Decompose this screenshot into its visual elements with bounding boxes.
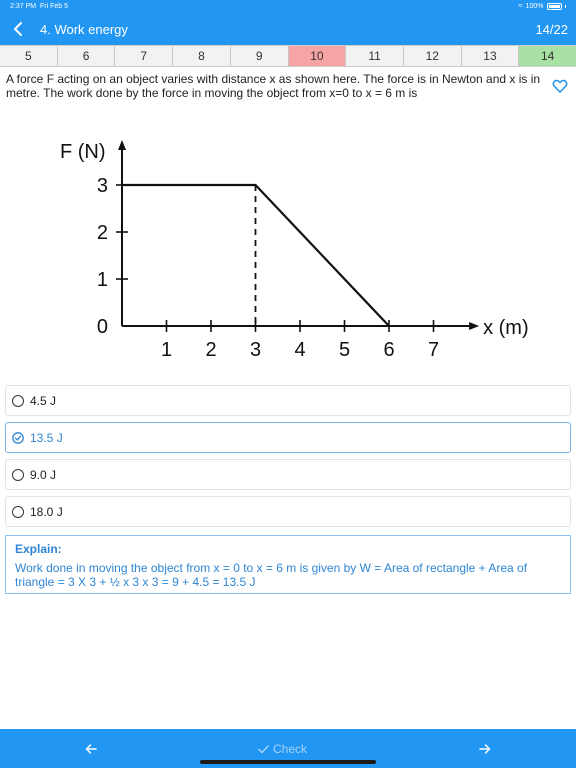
- question-text: A force F acting on an object varies with distance x as shown here. The force is in Newton and x is in metre. The work done by the force in moving the object from x=0 to x = 6 m is: [6, 72, 541, 100]
- wifi-icon: ≈: [518, 1, 523, 10]
- x-tick-label: 3: [249, 339, 262, 361]
- checkmark-icon: [258, 745, 269, 754]
- tab-question-7[interactable]: 7: [115, 46, 173, 66]
- arrow-right-icon: [479, 743, 491, 755]
- y-tick-label: 3: [96, 175, 108, 197]
- x-tick-label: 5: [338, 339, 351, 361]
- tab-question-8[interactable]: 8: [173, 46, 231, 66]
- battery-icon: [547, 3, 562, 10]
- status-time: 2:37 PM Fri Feb 5: [10, 3, 68, 10]
- radio-circle-icon: [12, 469, 24, 481]
- answer-option[interactable]: [5, 385, 571, 416]
- tab-question-5[interactable]: 5: [0, 46, 58, 66]
- answer-option-label: 4.5 J: [30, 393, 57, 408]
- x-tick-label: 4: [294, 339, 306, 361]
- answer-option[interactable]: [5, 459, 571, 490]
- answer-option[interactable]: [5, 496, 571, 527]
- previous-button[interactable]: [78, 736, 104, 762]
- check-circle-icon: [12, 432, 24, 444]
- arrow-left-icon: [85, 743, 97, 755]
- x-tick-label: 7: [427, 339, 440, 361]
- battery-percent: 100%: [525, 2, 544, 10]
- app-bar: [0, 13, 576, 45]
- tab-question-13[interactable]: 13: [462, 46, 520, 66]
- answer-option[interactable]: [5, 422, 571, 453]
- y-tick-label: 0: [96, 316, 108, 338]
- check-button[interactable]: [258, 736, 307, 762]
- back-button[interactable]: [6, 16, 32, 42]
- tab-question-10[interactable]: 10: [289, 46, 347, 66]
- next-button[interactable]: [472, 736, 498, 762]
- x-axis-label: x (m): [483, 317, 529, 339]
- y-tick-label: 1: [96, 269, 108, 291]
- radio-circle-icon: [12, 395, 24, 407]
- x-tick-label: 1: [160, 339, 173, 361]
- tab-question-9[interactable]: 9: [231, 46, 289, 66]
- y-axis-label: F (N): [60, 141, 106, 163]
- radio-circle-icon: [12, 506, 24, 518]
- tab-question-14[interactable]: 14: [519, 46, 576, 66]
- explanation-title: Explain:: [15, 542, 62, 556]
- battery-nub: [565, 5, 567, 8]
- explanation-box: [5, 535, 571, 594]
- chevron-left-icon: [13, 22, 25, 36]
- question-tabs: [0, 45, 576, 67]
- x-tick-label: 2: [205, 339, 217, 361]
- explanation-text: Work done in moving the object from x = 0 to x = 6 m is given by W = Area of rectangle + Area of triangle = 3 X 3 + ½ x 3 x 3 = 9 + 4.5 = 13.5 J: [15, 561, 528, 589]
- tab-question-6[interactable]: 6: [58, 46, 116, 66]
- y-axis-arrow: [118, 140, 126, 150]
- x-tick-label: 6: [383, 339, 395, 361]
- force-distance-graph: [50, 128, 550, 368]
- answer-option-label: 13.5 J: [30, 430, 63, 445]
- answer-option-label: 9.0 J: [30, 467, 57, 482]
- y-tick-label: 2: [96, 222, 108, 244]
- home-indicator: [200, 760, 376, 764]
- x-axis-arrow: [469, 322, 479, 330]
- question-counter: 14/22: [535, 22, 568, 37]
- status-right: [518, 2, 566, 10]
- tab-question-12[interactable]: 12: [404, 46, 462, 66]
- check-label: Check: [273, 742, 308, 756]
- status-bar: [0, 0, 576, 13]
- heart-icon[interactable]: [552, 78, 568, 94]
- answer-option-label: 18.0 J: [30, 504, 63, 519]
- tab-question-11[interactable]: 11: [346, 46, 404, 66]
- page-title: 4. Work energy: [40, 22, 128, 37]
